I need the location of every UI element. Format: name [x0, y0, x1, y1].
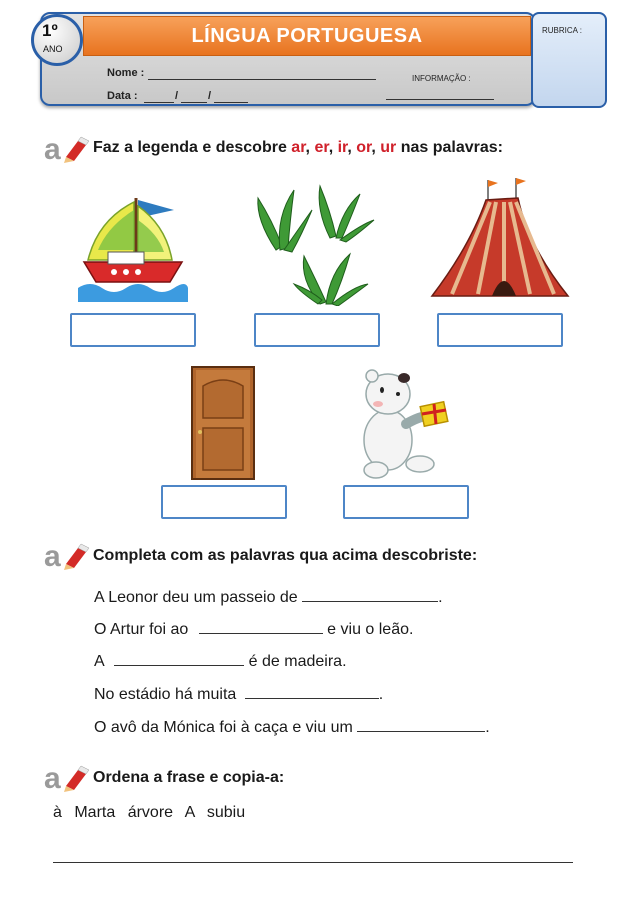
- door-picture: [191, 366, 255, 480]
- sentence-3: A é de madeira.: [94, 653, 347, 670]
- date-day-line[interactable]: [144, 102, 174, 103]
- date-separator: /: [208, 90, 212, 102]
- date-separator: /: [175, 90, 179, 102]
- letter-a-pencil-icon: [44, 540, 96, 572]
- grade-number: 1º: [42, 21, 58, 40]
- sentence-1: A Leonor deu um passeio de .: [94, 589, 443, 606]
- circus-tent-picture: [430, 176, 570, 304]
- blank-line[interactable]: [357, 731, 485, 732]
- subject-title: LÍNGUA PORTUGUESA: [83, 16, 531, 56]
- svg-text:a: a: [44, 133, 61, 165]
- svg-text:a: a: [44, 762, 61, 794]
- name-label: Nome :: [107, 67, 145, 79]
- answer-box-bear[interactable]: [343, 485, 469, 519]
- section3-title: Ordena a frase e copia-a:: [93, 769, 285, 786]
- grass-picture: [250, 180, 380, 306]
- grade-badge: [31, 14, 83, 66]
- sailboat-picture: [78, 190, 188, 302]
- rubrica-box[interactable]: [531, 12, 607, 108]
- copy-line[interactable]: [53, 862, 573, 863]
- date-month-line[interactable]: [181, 102, 207, 103]
- bear-picture: [358, 364, 454, 480]
- scrambled-words: à Marta árvore A subiu: [53, 804, 246, 821]
- letter-a-pencil-icon: [44, 133, 96, 165]
- answer-box-grass[interactable]: [254, 313, 380, 347]
- sentence-2: O Artur foi ao e viu o leão.: [94, 621, 414, 638]
- answer-box-door[interactable]: [161, 485, 287, 519]
- svg-text:a: a: [44, 540, 61, 572]
- answer-box-tent[interactable]: [437, 313, 563, 347]
- info-line[interactable]: [386, 99, 494, 100]
- rubrica-label: RUBRICA :: [542, 26, 583, 35]
- sentence-4: No estádio há muita .: [94, 686, 384, 703]
- sentence-5: O avô da Mónica foi à caça e viu um .: [94, 719, 490, 736]
- grade-label: ANO: [43, 44, 63, 54]
- blank-line[interactable]: [114, 665, 244, 666]
- section1-title: Faz a legenda e descobre ar, er, ir, or, ur nas palavras:: [93, 139, 504, 156]
- info-label: INFORMAÇÃO :: [412, 74, 471, 83]
- blank-line[interactable]: [302, 601, 438, 602]
- letter-a-pencil-icon: [44, 762, 96, 794]
- blank-line[interactable]: [245, 698, 379, 699]
- name-line[interactable]: [148, 79, 376, 80]
- answer-box-sailboat[interactable]: [70, 313, 196, 347]
- section2-title: Completa com as palavras qua acima descobriste:: [93, 547, 478, 564]
- date-year-line[interactable]: [214, 102, 248, 103]
- date-label: Data :: [107, 90, 138, 102]
- blank-line[interactable]: [199, 633, 323, 634]
